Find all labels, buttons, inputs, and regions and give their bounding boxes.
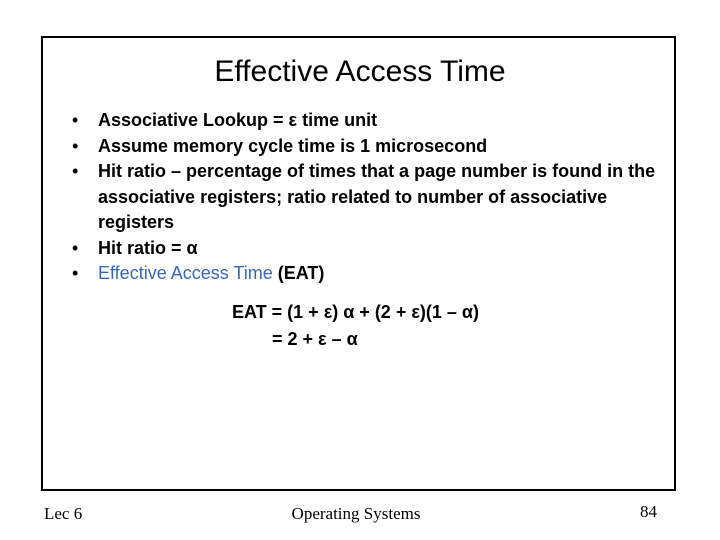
bullet-text: Hit ratio = α — [98, 237, 198, 258]
footer-lecture: Lec 6 — [44, 504, 83, 523]
list-item — [0, 108, 658, 134]
bullet-marker: • — [72, 161, 79, 181]
footer-course: Operating Systems — [291, 504, 421, 523]
bullet-text: Associative Lookup = ε time unit — [98, 110, 378, 130]
equation-line-2: = 2 + ε – α — [272, 329, 358, 349]
list-item — [0, 261, 658, 287]
list-item — [0, 236, 658, 262]
bullet-list — [0, 108, 720, 287]
bullet-marker: • — [72, 135, 79, 156]
bullet-text: Hit ratio – percentage of times that a page number is found in the associative registers; ratio related to number of associative registers — [98, 161, 656, 232]
list-item — [0, 159, 658, 236]
equation-line-1: EAT = (1 + ε) α + (2 + ε)(1 – α) — [232, 302, 479, 322]
bullet-text-highlight: Effective Access Time — [98, 263, 273, 283]
list-item — [0, 134, 658, 160]
bullet-text: Assume memory cycle time is 1 microsecond — [98, 135, 488, 156]
bullet-text: (EAT) — [272, 263, 325, 283]
bullet-marker: • — [72, 237, 79, 258]
slide-title: Effective Access Time — [214, 55, 506, 88]
bullet-marker: • — [72, 263, 79, 283]
page-number: 84 — [640, 502, 657, 521]
bullet-marker: • — [72, 110, 79, 130]
